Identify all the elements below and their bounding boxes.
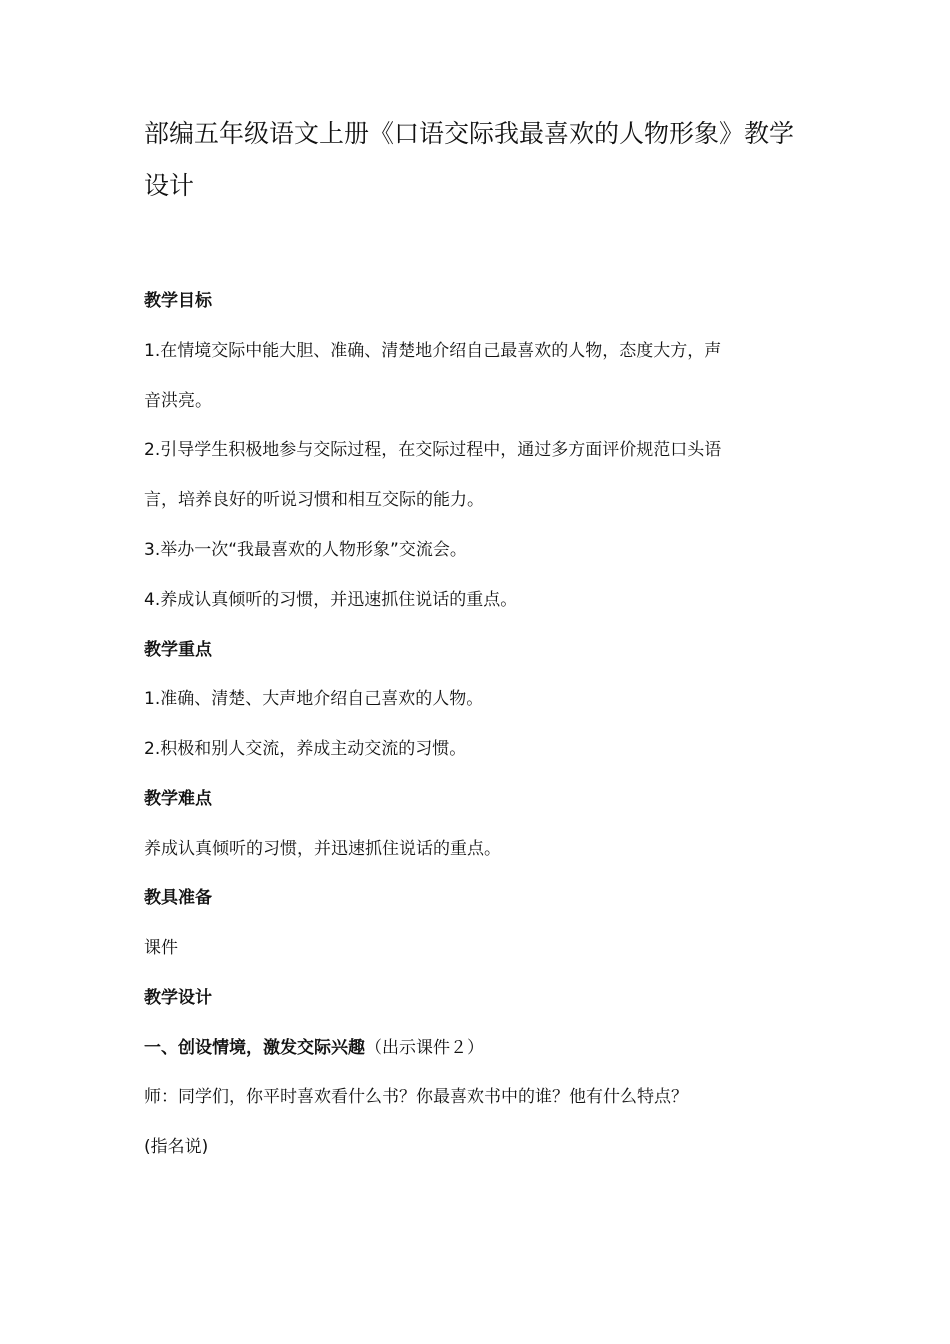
goal-2-line-2: 言，培养良好的听说习惯和相互交际的能力。 [144,490,484,510]
step-1-note: （出示课件２） [365,1038,484,1058]
key-1: 1.准确、清楚、大声地介绍自己喜欢的人物。 [144,689,484,709]
goal-1-line-2: 音洪亮。 [144,391,212,411]
goals-heading: 教学目标 [144,291,212,311]
difficulty-heading: 教学难点 [144,789,212,809]
difficulty-1: 养成认真倾听的习惯，并迅速抓住说话的重点。 [144,839,501,859]
tools-1: 课件 [144,938,178,958]
goal-1-line-1: 1.在情境交际中能大胆、准确、清楚地介绍自己最喜欢的人物，态度大方，声 [144,341,722,361]
document-title: 部编五年级语文上册《口语交际我最喜欢的人物形象》教学设计 [144,119,795,200]
key-2: 2.积极和别人交流，养成主动交流的习惯。 [144,739,467,759]
goal-2-line-1: 2.引导学生积极地参与交际过程，在交际过程中，通过多方面评价规范口头语 [144,440,722,460]
key-heading: 教学重点 [144,640,212,660]
step-1 [144,1035,809,1061]
design-heading: 教学设计 [144,988,212,1008]
teacher-line: 师：同学们，你平时喜欢看什么书？你最喜欢书中的谁？他有什么特点？ [144,1087,688,1107]
tools-heading: 教具准备 [144,888,212,908]
goal-4: 4.养成认真倾听的习惯，并迅速抓住说话的重点。 [144,590,518,610]
step-1-title: 一、创设情境，激发交际兴趣 [144,1038,365,1058]
note-line: (指名说) [144,1137,209,1157]
goal-3: 3.举办一次“我最喜欢的人物形象”交流会。 [144,540,467,560]
